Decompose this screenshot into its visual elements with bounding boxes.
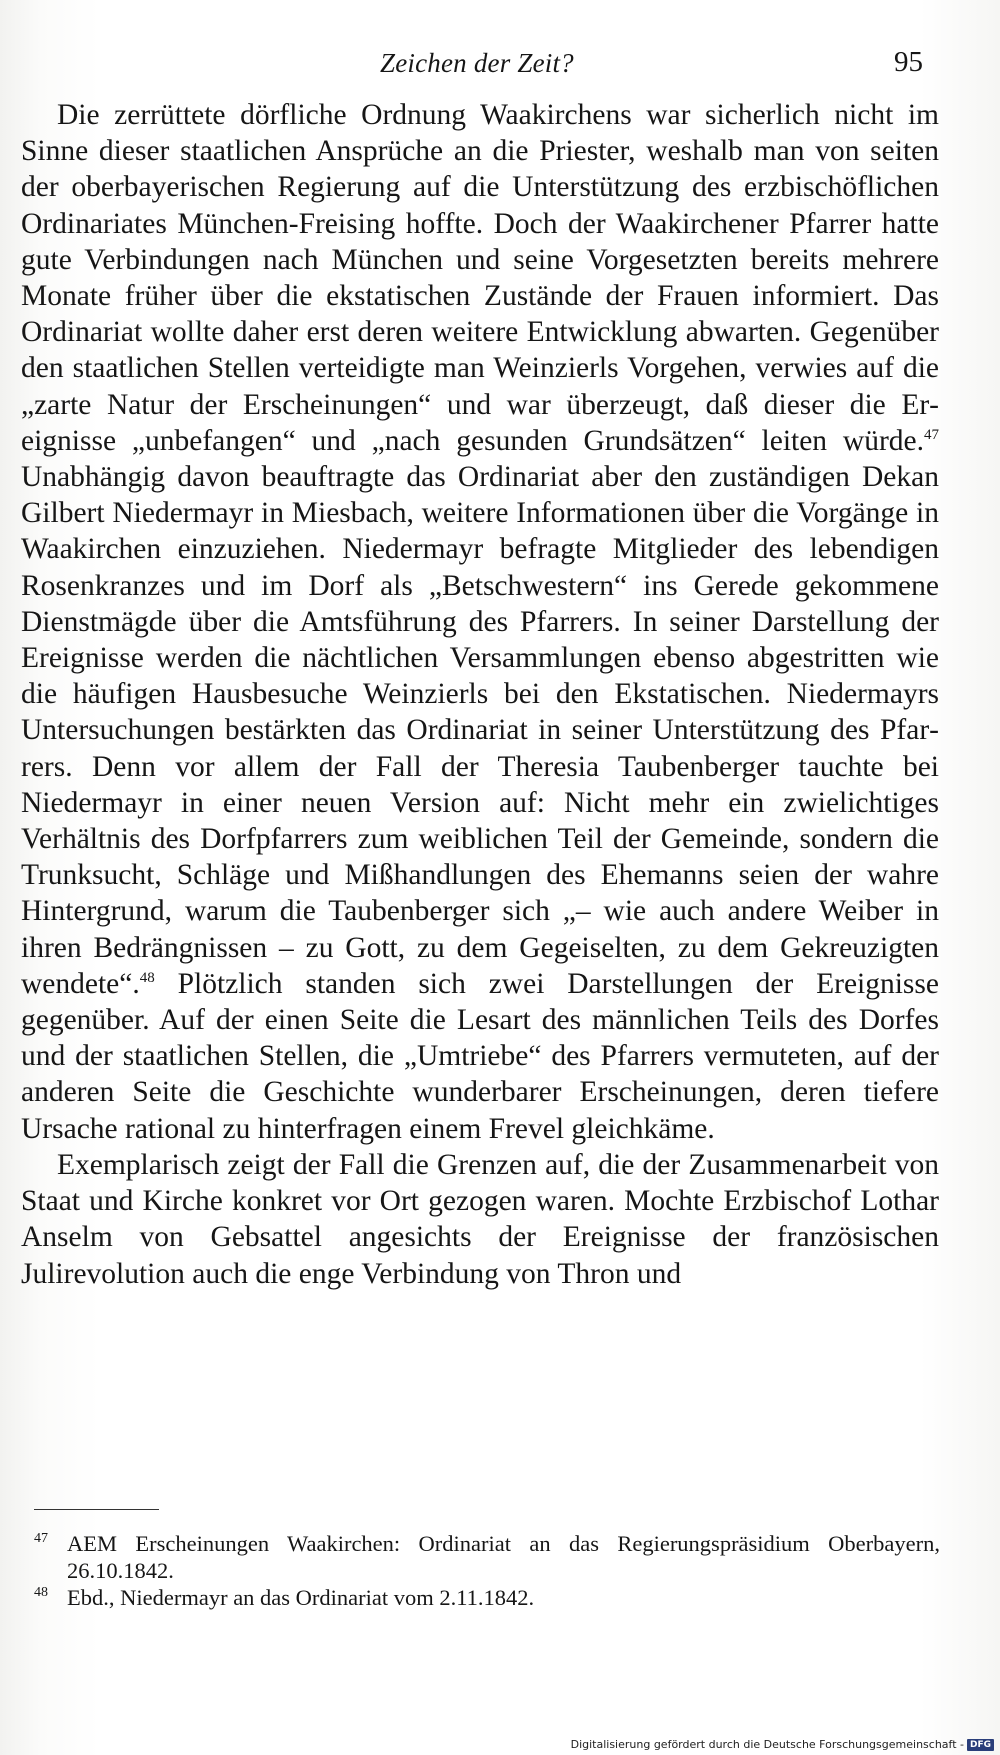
footnote-text: Ebd., Niedermayr an das Ordinariat vom 2.11.1842. xyxy=(67,1585,535,1610)
paragraph-1 xyxy=(21,97,939,1147)
paragraph-1-part-3: Plötzlich standen sich zwei Darstellungen der Ereignisse gegenüber. Auf der einen Seite die Lesart des männlichen Teils des Dorfes und der staatlichen Stellen, die „Umtriebe“ des Pfarrers vermuteten, auf der anderen Seite die Geschichte wunderbarer Erscheinungen, deren tiefere Ursache rational zu hinterfragen einem Frevel gleichkäme. xyxy=(21,967,939,1145)
page-number: 95 xyxy=(894,46,923,78)
dfg-logo-icon: DFG xyxy=(967,1739,994,1751)
running-head xyxy=(0,44,1000,84)
credit-text: Digitalisierung gefördert durch die Deutsche Forschungsgemeinschaft - xyxy=(570,1738,964,1751)
paragraph-1-part-2: Unabhängig davon beauftragte das Ordinariat aber den zuständigen Dekan Gilbert Niedermayr in Miesbach, weitere Informationen über die Vorgänge in Waakirchen einzuziehen. Niedermayr befragte Mitglieder des lebendigen Rosenkranzes und im Dorf als „Betschwestern“ ins Gerede gekommene Dienstmägde über die Amtsführung des Pfarrers. In seiner Darstellung der Ereignisse werden die nächtlichen Versammlungen ebenso abgestritten wie die häufigen Hausbesuche Weinzierls bei den Ekstatischen. Niedermayrs Untersuchungen bestärkten das Ordinariat in seiner Unterstützung des Pfarrers. Denn vor allem der Fall der Theresia Taubenberger tauchte bei Niedermayr in einer neuen Version auf: Nicht mehr ein zwielichtiges Verhältnis des Dorfpfarrers zum weiblichen Teil der Gemeinde, sondern die Trunksucht, Schläge und Mißhandlungen des Ehemanns seien der wahre Hintergrund, warum die Taubenberger sich „– wie auch andere Weiber in ihren Bedrängnissen – zu Gott, zu dem Gegeiselten, zu dem Gekreuzigten wendete“. xyxy=(21,461,939,1000)
footnote-ref-47: 47 xyxy=(924,427,939,443)
footnote-number: 47 xyxy=(34,1531,48,1546)
footnotes xyxy=(34,1530,940,1611)
running-title: Zeichen der Zeit? xyxy=(380,48,574,78)
paragraph-1-part-1: Die zerrüttete dörfliche Ordnung Waakirchens war sicherlich nicht im Sinne dieser staatlichen Ansprüche an die Priester, weshalb man von seiten der oberbayerischen Regierung auf die Unterstützung des erzbischöflichen Ordinariates München-Freising hoffte. Doch der Waakirchener Pfarrer hatte gute Verbindungen nach München und seine Vorgesetzten bereits mehrere Monate früher über die ekstatischen Zustände der Frauen informiert. Das Ordinariat wollte daher erst deren weitere Entwicklung abwarten. Gegenüber den staatlichen Stellen verteidigte man Weinzierls Vorgehen, verwies auf die „zarte Natur der Erscheinungen“ und war überzeugt, daß dieser die Ereignisse „unbefangen“ und „nach gesunden Grundsätzen“ leiten würde. xyxy=(21,99,939,457)
footnote-ref-48: 48 xyxy=(139,970,155,987)
footnote-number: 48 xyxy=(34,1585,48,1600)
body-text xyxy=(21,97,939,1292)
paragraph-2: Exemplarisch zeigt der Fall die Grenzen auf, die der Zusammenarbeit von Staat und Kirche konkret vor Ort gezogen waren. Mochte Erzbischof Lothar Anselm von Gebsattel angesichts der Ereignisse der französischen Julirevolution auch die enge Verbindung von Thron und xyxy=(21,1148,939,1290)
footnote-separator xyxy=(34,1509,159,1510)
footnote-47 xyxy=(34,1530,940,1584)
footnote-text: AEM Erscheinungen Waakirchen: Ordinariat an das Regierungspräsidium Oberbayern, 26.10.1842. xyxy=(67,1531,940,1583)
footnote-48 xyxy=(34,1584,940,1611)
digitization-credit xyxy=(571,1738,994,1751)
